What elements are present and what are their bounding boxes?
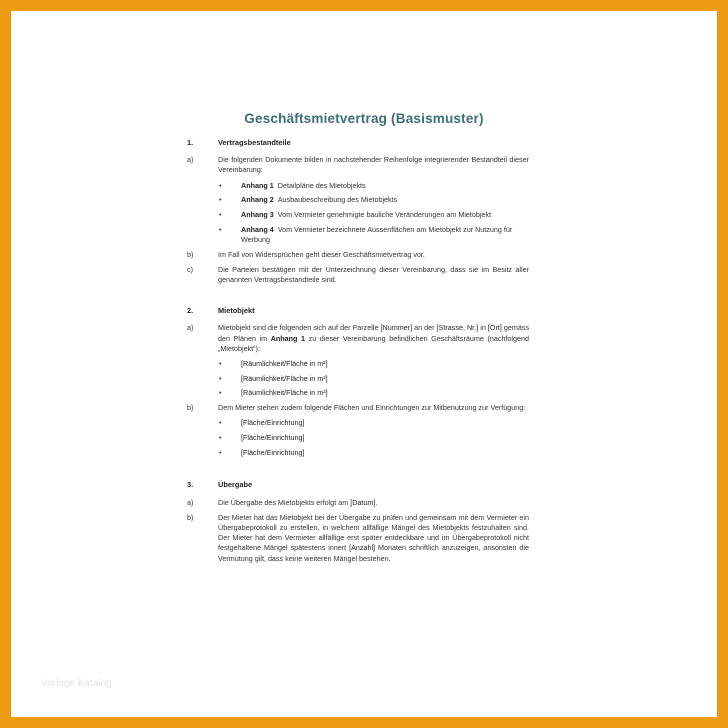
parcel-placeholder: [Nummer] — [380, 323, 413, 333]
clause-label: b) — [187, 403, 194, 413]
clause-label: b) — [187, 249, 194, 259]
clause-text: Dem Mieter stehen zudem folgende Flächen und Einrichtungen zur Mitbenutzung zur Verfügung: — [218, 403, 526, 413]
room-placeholder: [Räumlichkeit/Fläche in m²] — [241, 388, 328, 398]
facility-placeholder: [Fläche/Einrichtung] — [241, 433, 305, 443]
clause-label: a) — [187, 155, 194, 165]
bullet-icon: • — [219, 359, 222, 369]
bullet-icon: • — [219, 447, 222, 457]
annex-text: Vom Vermieter genehmigte bauliche Veränderungen am Mietobjekt — [277, 210, 492, 220]
section-number: 2. — [187, 306, 194, 316]
document-title: Geschäftsmietvertrag (Basismuster) — [244, 111, 484, 126]
annex-name: Anhang 1 — [241, 180, 274, 190]
list-item — [218, 225, 529, 245]
clause-2b — [187, 403, 529, 413]
annex-text: Vom Vermieter bezeichnete Aussenflächen am Mietobjekt zur Nutzung für Werbung — [241, 224, 513, 244]
bullet-icon: • — [219, 224, 222, 234]
bullet-icon: • — [219, 373, 222, 383]
list-item — [218, 359, 529, 369]
room-placeholder: [Räumlichkeit/Fläche in m²] — [241, 373, 328, 383]
clause-label: a) — [187, 323, 194, 333]
bullet-icon: • — [219, 433, 222, 443]
section-title: Mietobjekt — [218, 306, 255, 316]
clause-1a — [187, 155, 529, 175]
clause-3a — [187, 498, 529, 508]
clause-1c — [187, 265, 529, 285]
facility-placeholder: [Fläche/Einrichtung] — [241, 447, 305, 457]
annex-name: Anhang 2 — [241, 195, 274, 205]
clause-label: b) — [187, 512, 194, 522]
list-item — [218, 195, 529, 205]
bullet-icon: • — [219, 388, 222, 398]
bullet-icon: • — [219, 195, 222, 205]
clause-text: Mietobjekt sind die folgenden sich auf der Parzelle [Nummer] an der [Strasse, Nr.] in [Ort] gemäss den Plänen im Anhang 1 zu dieser Vereinbarung befindlichen Geschäftsräume (nachfolgend „Mietobjekt“): — [218, 323, 530, 353]
date-placeholder: [Datum] — [350, 497, 376, 507]
section-title: Vertragsbestandteile — [218, 138, 291, 147]
annex-text: Detailpläne des Mietobjekts — [277, 180, 366, 190]
clause-text: Die Übergabe des Mietobjekts erfolgt am [Datum]. — [218, 497, 378, 507]
section-3-heading — [187, 480, 529, 490]
clause-label: a) — [187, 497, 194, 507]
list-item — [218, 210, 529, 220]
section-1-heading — [187, 138, 529, 148]
clause-text: Der Mieter hat das Mietobjekt bei der Übergabe zu prüfen und gemeinsam mit dem Vermieter ein Übergabeprotokoll zu erstellen, in welchem allfällige Mängel des Mietobjekts festzuhalten sind. Der Mieter hat dem Vermieter allfällige erst später entdeckbare und im Übergabeprotokoll nicht festgehaltene Mängel spätestens innert [Anzahl] Monaten schriftlich anzuzeigen, ansonsten die Vermutung gilt, dass keine weiteren Mängel bestehen. — [218, 512, 530, 563]
annex-text: Ausbaubeschreibung des Mietobjekts — [277, 195, 398, 205]
list-item — [218, 388, 529, 398]
section-number: 1. — [187, 138, 194, 147]
bullet-icon: • — [219, 180, 222, 190]
facilities-list — [218, 418, 529, 458]
annex-name: Anhang 4 — [241, 224, 274, 234]
annex-reference: Anhang 1 — [270, 333, 306, 343]
clause-3b — [187, 513, 529, 564]
annex-name: Anhang 3 — [241, 210, 274, 220]
list-item — [218, 374, 529, 384]
clause-text: Die folgenden Dokumente bilden in nachstehender Reihenfolge integrierender Bestandteil dieser Vereinbarung: — [218, 155, 529, 175]
clause-2a — [187, 323, 529, 354]
place-placeholder: [Ort] — [487, 323, 502, 333]
list-item — [218, 418, 529, 428]
list-item — [218, 433, 529, 443]
clause-1b — [187, 250, 529, 260]
section-2-heading — [187, 306, 529, 316]
list-item — [218, 448, 529, 458]
clause-text: Im Fall von Widersprüchen geht dieser Geschäftsmietvertrag vor. — [218, 249, 425, 259]
document-page — [11, 11, 717, 717]
bullet-icon: • — [219, 418, 222, 428]
bullet-icon: • — [219, 210, 222, 220]
facility-placeholder: [Fläche/Einrichtung] — [241, 418, 305, 428]
street-placeholder: [Strasse, Nr.] — [436, 323, 479, 333]
room-placeholder: [Räumlichkeit/Fläche in m²] — [241, 359, 328, 369]
watermark-text: Vorlage Katalog — [41, 678, 112, 689]
section-number: 3. — [187, 480, 194, 490]
annex-list — [218, 181, 529, 246]
document-body — [187, 138, 529, 569]
rooms-list — [218, 359, 529, 399]
section-title: Übergabe — [218, 480, 253, 490]
clause-label: c) — [187, 264, 193, 274]
clause-text: Die Parteien bestätigen mit der Unterzeichnung dieser Vereinbarung, dass sie im Besitz aller genannten Vertragsbestandteile sind. — [218, 264, 529, 285]
count-placeholder: [Anzahl] — [349, 543, 376, 553]
list-item — [218, 181, 529, 191]
